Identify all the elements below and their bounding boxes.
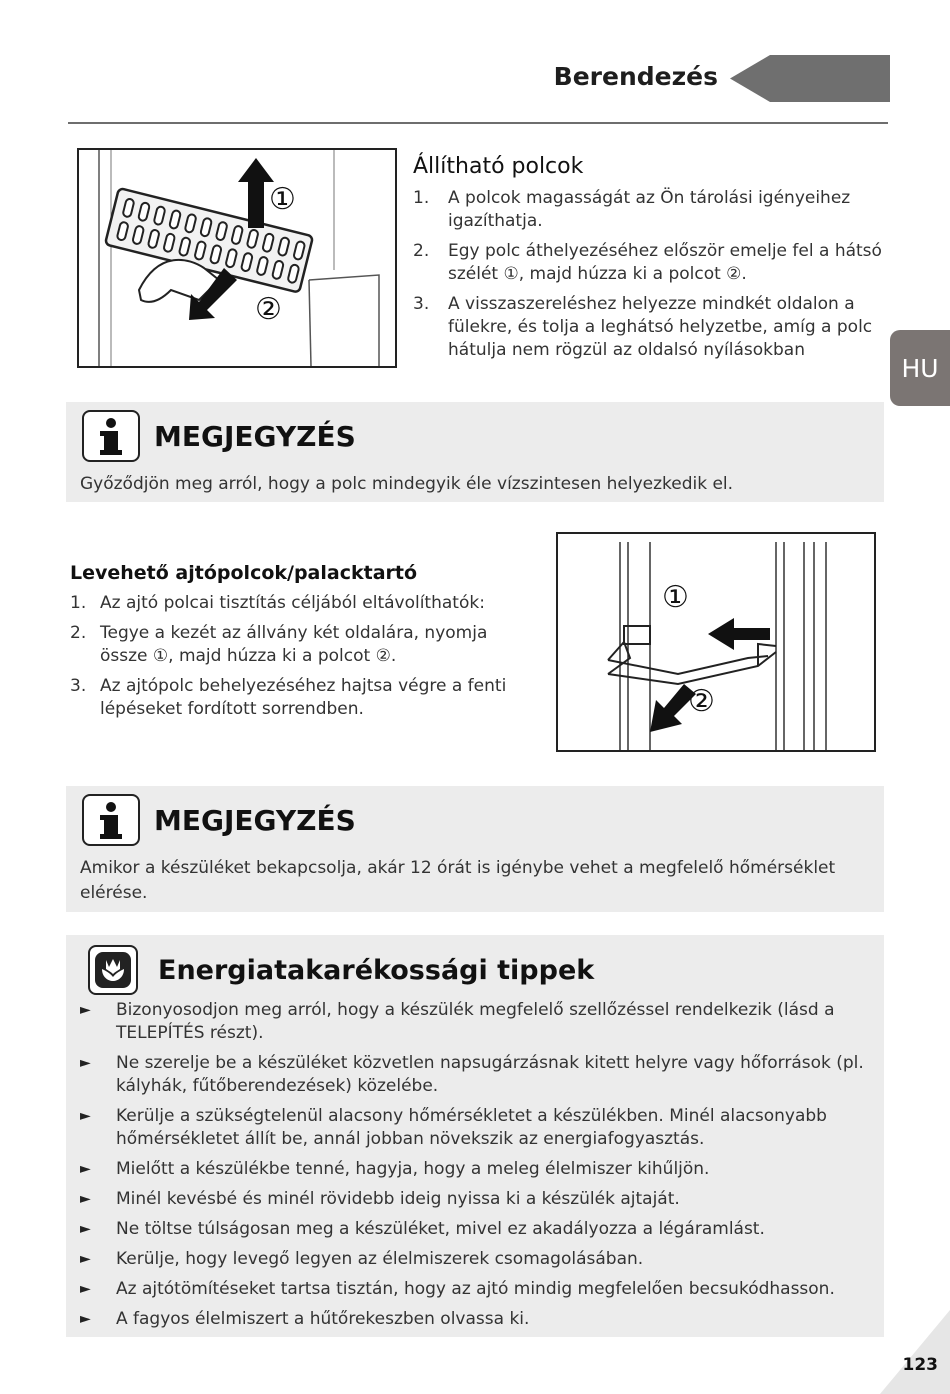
list-item: ► Kerülje a szükségtelenül alacsony hőmérsékletet a készülékben. Minél alacsonyabb hőmérsékletet állít be, annál jobban növekszik az energiafogyasztás. <box>80 1106 827 1149</box>
list-item: ► Ne szerelje be a készüléket közvetlen napsugárzásnak kitett helyre vagy hőforrások (pl. kályhák, fűtőberendezések) közelébe. <box>80 1053 864 1096</box>
marker-2-shelf: ② <box>255 292 282 327</box>
bullet-icon: ► <box>80 1311 91 1327</box>
adjustable-shelves-steps <box>413 187 887 362</box>
eco-icon <box>88 945 138 995</box>
list-item: 3. A visszaszereléshez helyezze mindkét oldalon a fülekre, és tolja a leghátsó helyzetbe, amíg a polc hátulja nem rögzül az oldalsó nyílásokban <box>413 294 873 360</box>
bullet-icon: ► <box>80 1251 91 1267</box>
header-divider <box>68 122 888 124</box>
list-item: 1. A polcok magasságát az Ön tárolási igényeihez igazíthatja. <box>413 188 851 231</box>
shelf-drawing <box>79 150 395 366</box>
shelf-illustration <box>77 148 397 368</box>
list-item: 2. Egy polc áthelyezéséhez először emelje fel a hátsó szélét ①, majd húzza ki a polcot ②. <box>413 241 882 284</box>
bullet-icon: ► <box>80 1002 91 1018</box>
energy-tips-title: Energiatakarékossági tippek <box>158 955 595 986</box>
section-title-adjustable-shelves: Állítható polcok <box>413 154 584 179</box>
door-shelves-steps <box>70 592 540 721</box>
page-header-title: Berendezés <box>553 62 718 91</box>
info-icon <box>82 794 140 846</box>
bullet-icon: ► <box>80 1108 91 1124</box>
list-item: ► Kerülje, hogy levegő legyen az élelmiszerek csomagolásában. <box>80 1249 644 1269</box>
marker-2-door: ② <box>688 684 715 719</box>
info-icon <box>82 410 140 462</box>
page-number: 123 <box>902 1355 938 1375</box>
bullet-icon: ► <box>80 1055 91 1071</box>
bullet-icon: ► <box>80 1221 91 1237</box>
section-title-door-shelves: Levehető ajtópolcok/palacktartó <box>70 562 418 584</box>
energy-tips-list <box>80 999 876 1338</box>
note-box-1 <box>66 402 884 502</box>
door-shelf-drawing <box>558 534 874 750</box>
door-shelf-illustration <box>556 532 876 752</box>
header-arrow-tab <box>730 55 890 102</box>
note-text: Győződjön meg arról, hogy a polc mindegyik éle vízszintesen helyezkedik el. <box>80 474 734 494</box>
list-item: ► Mielőtt a készülékbe tenné, hagyja, hogy a meleg élelmiszer kihűljön. <box>80 1159 710 1179</box>
note-title: MEGJEGYZÉS <box>154 420 356 453</box>
bullet-icon: ► <box>80 1191 91 1207</box>
bullet-icon: ► <box>80 1161 91 1177</box>
note-box-2 <box>66 786 884 912</box>
list-item: ► Bizonyosodjon meg arról, hogy a készülék megfelelő szellőzéssel rendelkezik (lásd a TELEPÍTÉS részt). <box>80 1000 835 1043</box>
bullet-icon: ► <box>80 1281 91 1297</box>
list-item: 1. Az ajtó polcai tisztítás céljából eltávolíthatók: <box>70 593 485 613</box>
list-item: ► Az ajtótömítéseket tartsa tisztán, hogy az ajtó mindig megfelelően becsukódhasson. <box>80 1279 835 1299</box>
marker-1-door: ① <box>662 580 689 615</box>
note-title: MEGJEGYZÉS <box>154 804 356 837</box>
language-tab: HU <box>890 330 950 406</box>
list-item: ► Minél kevésbé és minél rövidebb ideig nyissa ki a készülék ajtaját. <box>80 1189 680 1209</box>
marker-1-shelf: ① <box>269 182 296 217</box>
page-corner-decoration <box>880 1310 950 1394</box>
list-item: ► A fagyos élelmiszert a hűtőrekeszben olvassa ki. <box>80 1309 530 1329</box>
list-item: 3. Az ajtópolc behelyezéséhez hajtsa végre a fenti lépéseket fordított sorrendben. <box>70 676 507 719</box>
energy-tips-box <box>66 935 884 1337</box>
section-adjustable-shelves <box>413 154 887 369</box>
section-door-shelves <box>70 562 540 728</box>
list-item: 2. Tegye a kezét az állvány két oldalára, nyomja össze ①, majd húzza ki a polcot ②. <box>70 623 488 666</box>
note-text: Amikor a készüléket bekapcsolja, akár 12 órát is igénybe vehet a megfelelő hőmérséklet elérése. <box>80 858 836 903</box>
list-item: ► Ne töltse túlságosan meg a készüléket, mivel ez akadályozza a légáramlást. <box>80 1219 765 1239</box>
